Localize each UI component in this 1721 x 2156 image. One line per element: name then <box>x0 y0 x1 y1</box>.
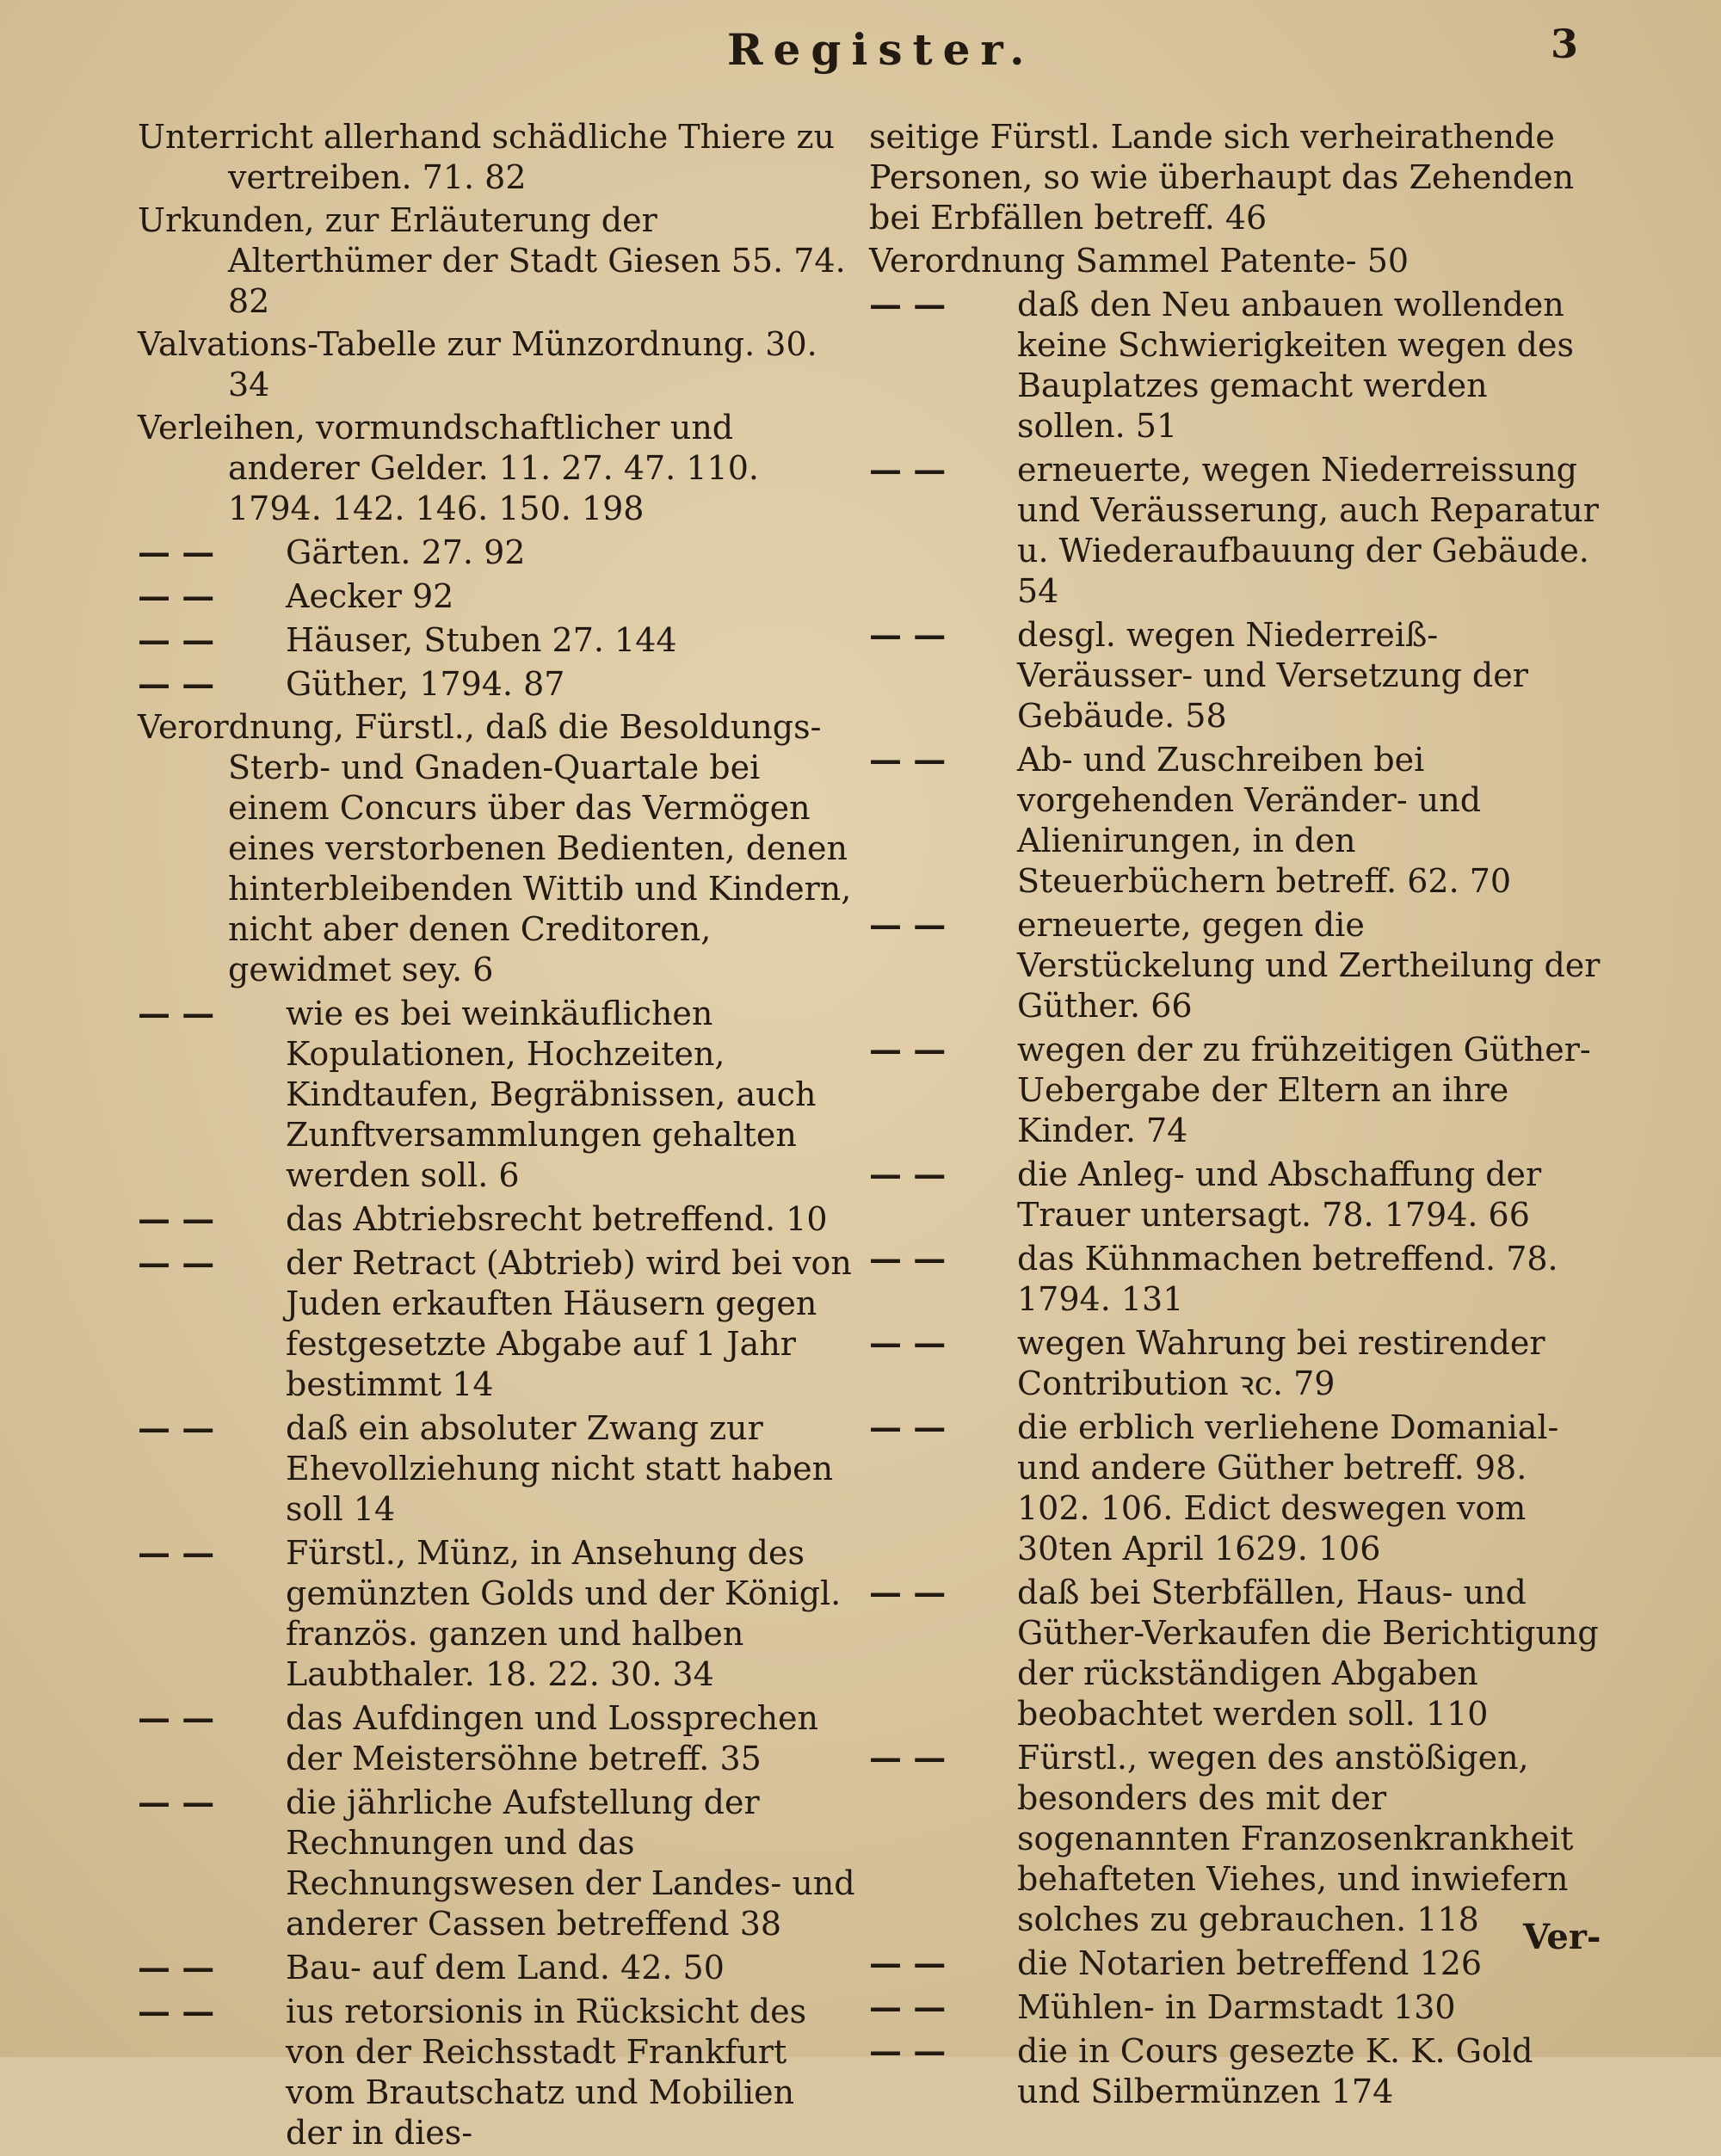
index-entry-text: erneuerte, gegen die Verstückelung und Zertheilung der Güther. 66 <box>1017 906 1601 1025</box>
index-entry <box>138 1242 860 1405</box>
index-entry <box>869 2030 1601 2112</box>
index-entry <box>869 739 1601 902</box>
index-entry <box>869 1322 1601 1404</box>
index-entry-text: Mühlen- in Darmstadt 130 <box>1017 1988 1456 2026</box>
ditto-dash: — — <box>138 1698 215 1737</box>
index-entry-text: daß bei Sterbfällen, Haus- und Güther-Verkaufen die Berichtigung der rückständigen Abgaben beobachtet werden soll. 110 <box>1017 1574 1599 1733</box>
index-entry-text: Bau- auf dem Land. 42. 50 <box>286 1949 725 1987</box>
index-entry <box>869 904 1601 1026</box>
ditto-dash: — — <box>869 1155 947 1193</box>
ditto-dash: — — <box>138 1783 215 1821</box>
ditto-dash: — — <box>869 905 947 944</box>
index-entry <box>138 1782 860 1944</box>
ditto-dash: — — <box>138 994 215 1032</box>
left-column <box>138 117 860 2156</box>
ditto-dash: — — <box>138 1243 215 1282</box>
ditto-dash: — — <box>869 1573 947 1611</box>
ditto-dash: — — <box>138 533 215 571</box>
index-entry-text: erneuerte, wegen Niederreissung und Veräusserung, auch Reparatur u. Wiederaufbauung der Gebäude. 54 <box>1017 451 1599 610</box>
right-column <box>869 117 1601 2115</box>
ditto-dash: — — <box>869 1943 947 1982</box>
ditto-dash: — — <box>138 1533 215 1572</box>
ditto-dash: — — <box>869 1323 947 1362</box>
index-entry-text: Verordnung, Fürstl., daß die Besoldungs- Sterb- und Gnaden-Quartale bei einem Concurs über das Vermögen eines verstorbenen Bedienten, denen hinterbleibenden Wittib und Kindern, nicht aber denen Creditoren, gewidmet sey. 6 <box>138 708 852 989</box>
ditto-dash: — — <box>869 285 947 323</box>
ditto-dash: — — <box>138 664 215 703</box>
catchword: Ver- <box>1523 1917 1601 1957</box>
index-entry <box>869 1029 1601 1151</box>
index-entry <box>138 1947 860 1988</box>
index-entry-text: Güther, 1794. 87 <box>286 665 565 703</box>
index-entry-text: Fürstl., Münz, in Ansehung des gemünzten Golds und der Königl. französ. ganzen und halben Laubthaler. 18. 22. 30. 34 <box>286 1534 842 1693</box>
index-entry-text: Aecker 92 <box>286 577 454 615</box>
index-entry-text: das Aufdingen und Lossprechen der Meistersöhne betreff. 35 <box>286 1699 819 1777</box>
index-entry-text: die erblich verliehene Domanial- und andere Güther betreff. 98. 102. 106. Edict deswegen vom 30ten April 1629. 106 <box>1017 1408 1559 1568</box>
ditto-dash: — — <box>138 1408 215 1447</box>
page-title: Register. <box>727 24 1035 75</box>
index-entry-text: die Notarien betreffend 126 <box>1017 1944 1483 1982</box>
index-entry <box>869 1943 1601 1984</box>
index-entry-text: Häuser, Stuben 27. 144 <box>286 621 677 659</box>
index-entry <box>869 449 1601 612</box>
index-entry-text: desgl. wegen Niederreiß- Veräusser- und Versetzung der Gebäude. 58 <box>1017 616 1528 735</box>
index-entry-text: wegen Wahrung bei restirender Contribution ꝛc. 79 <box>1017 1324 1545 1402</box>
index-entry <box>138 707 860 990</box>
index-entry-text: die jährliche Aufstellung der Rechnungen und das Rechnungswesen der Landes- und anderer Cassen betreffend 38 <box>286 1783 855 1943</box>
index-entry <box>138 1697 860 1779</box>
index-entry <box>138 1532 860 1695</box>
index-entry-text: Gärten. 27. 92 <box>286 533 526 571</box>
index-entry-text: daß ein absoluter Zwang zur Ehevollziehung nicht statt haben soll 14 <box>286 1409 834 1528</box>
index-entry <box>138 200 860 322</box>
index-entry-text: Ab- und Zuschreiben bei vorgehenden Veränder- und Alienirungen, in den Steuerbüchern betreff. 62. 70 <box>1017 741 1512 900</box>
index-entry <box>138 1991 860 2153</box>
index-entry <box>869 1987 1601 2028</box>
index-entry <box>869 1407 1601 1569</box>
ditto-dash: — — <box>138 620 215 659</box>
index-entry <box>869 1154 1601 1235</box>
index-entry <box>869 1572 1601 1734</box>
ditto-dash: — — <box>869 2031 947 2070</box>
index-entry <box>138 532 860 573</box>
index-entry-text: die in Cours gesezte K. K. Gold und Silbermünzen 174 <box>1017 2032 1533 2110</box>
index-entry-text: wegen der zu frühzeitigen Güther-Uebergabe der Eltern an ihre Kinder. 74 <box>1017 1031 1591 1149</box>
index-entry <box>138 1198 860 1240</box>
index-entry <box>869 1737 1601 1940</box>
index-entry <box>138 576 860 617</box>
index-entry <box>869 241 1601 281</box>
ditto-dash: — — <box>869 740 947 779</box>
index-entry-text: das Kühnmachen betreffend. 78. 1794. 131 <box>1017 1240 1558 1318</box>
index-entry-text: ius retorsionis in Rücksicht des von der Reichsstadt Frankfurt vom Brautschatz und Mobilien der in dies- <box>286 1993 807 2152</box>
index-entry <box>869 1238 1601 1320</box>
index-entry <box>138 117 860 198</box>
ditto-dash: — — <box>869 1030 947 1069</box>
ditto-dash: — — <box>138 576 215 615</box>
index-entry-text: Fürstl., wegen des anstößigen, besonders des mit der sogenannten Franzosenkrankheit behafteten Viehes, und inwiefern solches zu gebrauchen. 118 <box>1017 1739 1574 1938</box>
index-entry-text: das Abtriebsrecht betreffend. 10 <box>286 1200 828 1238</box>
index-entry <box>869 284 1601 447</box>
index-entry-text: seitige Fürstl. Lande sich verheirathende Personen, so wie überhaupt das Zehenden bei Erbfällen betreff. 46 <box>869 118 1575 237</box>
ditto-dash: — — <box>869 1239 947 1278</box>
ditto-dash: — — <box>869 1738 947 1777</box>
ditto-dash: — — <box>869 1408 947 1446</box>
ditto-dash: — — <box>869 615 947 654</box>
ditto-dash: — — <box>869 1987 947 2026</box>
index-entry <box>869 614 1601 736</box>
ditto-dash: — — <box>138 1992 215 2030</box>
index-entry <box>138 1408 860 1530</box>
ditto-dash: — — <box>869 450 947 489</box>
index-entry <box>138 324 860 405</box>
index-entry-text: Urkunden, zur Erläuterung der Alterthümer der Stadt Giesen 55. 74. 82 <box>138 201 846 320</box>
index-entry <box>138 663 860 705</box>
page-number: 3 <box>1551 21 1579 67</box>
index-entry <box>869 117 1601 238</box>
index-entry <box>138 408 860 529</box>
index-entry-text: Verleihen, vormundschaftlicher und anderer Gelder. 11. 27. 47. 110. 1794. 142. 146. 150. 198 <box>138 409 759 527</box>
index-entry <box>138 993 860 1196</box>
index-entry <box>138 619 860 661</box>
ditto-dash: — — <box>138 1948 215 1987</box>
index-entry-text: Unterricht allerhand schädliche Thiere zu vertreiben. 71. 82 <box>138 118 836 196</box>
index-entry-text: die Anleg- und Abschaffung der Trauer untersagt. 78. 1794. 66 <box>1017 1155 1542 1234</box>
index-entry-text: Valvations-Tabelle zur Münzordnung. 30. 34 <box>138 325 817 403</box>
index-entry-text: der Retract (Abtrieb) wird bei von Juden erkauften Häusern gegen festgesetzte Abgabe auf 1 Jahr bestimmt 14 <box>286 1244 852 1403</box>
ditto-dash: — — <box>138 1199 215 1238</box>
index-entry-text: wie es bei weinkäuflichen Kopulationen, Hochzeiten, Kindtaufen, Begräbnissen, auch Zunftversammlungen gehalten werden soll. 6 <box>286 995 817 1194</box>
index-entry-text: Verordnung Sammel Patente- 50 <box>869 242 1409 280</box>
index-entry-text: daß den Neu anbauen wollenden keine Schwierigkeiten wegen des Bauplatzes gemacht werden sollen. 51 <box>1017 286 1574 445</box>
